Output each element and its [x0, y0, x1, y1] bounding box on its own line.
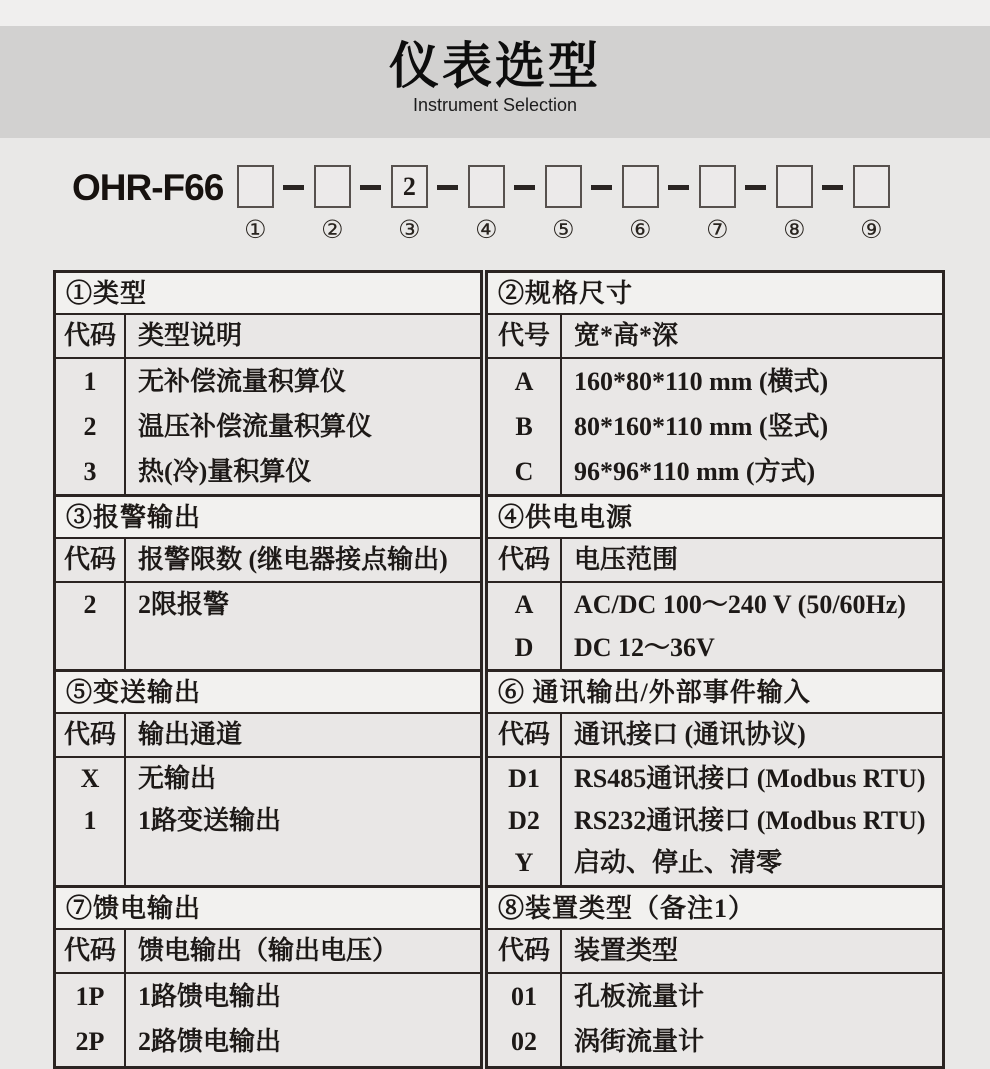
- section-header-row: [488, 930, 942, 974]
- position-digit-5: ⑤: [552, 215, 575, 244]
- code-value: 02: [511, 1027, 537, 1056]
- model-slot-6: [620, 165, 660, 244]
- section-header-row: [488, 714, 942, 758]
- section-body: [56, 583, 480, 669]
- section-power-supply: [488, 494, 942, 669]
- position-digit-9: ⑨: [860, 215, 883, 244]
- code-value: B: [515, 412, 533, 441]
- code-value: 3: [83, 457, 97, 486]
- column-header-desc: 装置类型: [574, 936, 679, 965]
- code-box-5: [545, 165, 582, 208]
- dash-separator: [591, 185, 612, 190]
- code-value: X: [80, 764, 100, 793]
- desc-value: 96*96*110 mm (方式): [574, 457, 816, 486]
- column-header-code: 代码: [56, 714, 126, 756]
- desc-value: 无补偿流量积算仪: [138, 367, 347, 396]
- column-header-code: 代码: [488, 539, 562, 581]
- section-dimensions: [488, 273, 942, 494]
- section-title: ⑧装置类型（备注1）: [488, 888, 942, 930]
- desc-value: DC 12～36V: [574, 633, 715, 662]
- column-header-desc: 通讯接口 (通讯协议): [574, 720, 806, 749]
- desc-value: 2路馈电输出: [138, 1027, 282, 1056]
- position-digit-3: ③: [398, 215, 421, 244]
- model-code-row: [72, 165, 990, 251]
- column-header-code: 代码: [488, 714, 562, 756]
- section-body: [488, 583, 942, 669]
- code-value: D2: [508, 806, 540, 835]
- desc-value: AC/DC 100～240 V (50/60Hz): [574, 590, 906, 619]
- code-value: 01: [511, 982, 537, 1011]
- code-value: 1P: [75, 982, 105, 1011]
- column-header-code: 代号: [488, 315, 562, 357]
- section-communication: [488, 669, 942, 885]
- section-device-type: [488, 885, 942, 1066]
- dash-separator: [668, 185, 689, 190]
- dash-separator: [360, 185, 381, 190]
- position-digit-1: ①: [244, 215, 267, 244]
- desc-value: 1路馈电输出: [138, 982, 282, 1011]
- desc-value: 温压补偿流量积算仪: [138, 412, 373, 441]
- column-header-desc: 类型说明: [138, 321, 243, 350]
- code-box-4: [468, 165, 505, 208]
- desc-value: 涡街流量计: [574, 1027, 705, 1056]
- desc-value: 1路变送输出: [138, 806, 282, 835]
- desc-value: 160*80*110 mm (横式): [574, 367, 829, 396]
- column-header-desc: 馈电输出（输出电压）: [138, 936, 399, 965]
- model-prefix: OHR-F66: [72, 167, 224, 208]
- page-subtitle: Instrument Selection: [412, 95, 578, 115]
- section-title: ①类型: [56, 273, 480, 315]
- model-slot-5: [543, 165, 583, 244]
- desc-value: 孔板流量计: [574, 982, 705, 1011]
- code-box-8: [776, 165, 813, 208]
- code-box-2: [314, 165, 351, 208]
- position-digit-2: ②: [321, 215, 344, 244]
- section-body: [56, 974, 480, 1066]
- code-value: 2: [83, 590, 97, 619]
- section-body: [488, 974, 942, 1066]
- section-body: [488, 359, 942, 494]
- dash-separator: [745, 185, 766, 190]
- section-title: ④供电电源: [488, 497, 942, 539]
- code-box-9: [853, 165, 890, 208]
- model-slot-8: [774, 165, 814, 244]
- model-slot-1: [235, 165, 275, 244]
- title-band: [0, 26, 990, 138]
- section-type: [56, 273, 480, 494]
- model-slot-7: [697, 165, 737, 244]
- section-body: [488, 758, 942, 885]
- desc-value: 2限报警: [138, 590, 230, 619]
- code-box-7: [699, 165, 736, 208]
- model-slot-3: [389, 165, 429, 244]
- section-title: ⑤变送输出: [56, 672, 480, 714]
- code-box-6: [622, 165, 659, 208]
- column-header-code: 代码: [56, 930, 126, 972]
- column-header-desc: 输出通道: [138, 720, 243, 749]
- model-slot-2: [312, 165, 352, 244]
- model-slot-4: [466, 165, 506, 244]
- dash-separator: [514, 185, 535, 190]
- column-header-desc: 报警限数 (继电器接点输出): [138, 545, 448, 574]
- section-title: ⑦馈电输出: [56, 888, 480, 930]
- selection-table: [53, 270, 990, 1069]
- code-value: Y: [514, 848, 534, 877]
- selection-table-left: [53, 270, 483, 1069]
- column-header-code: 代码: [488, 930, 562, 972]
- code-value: A: [514, 367, 534, 396]
- section-title: ⑥ 通讯输出/外部事件输入: [488, 672, 942, 714]
- section-header-row: [488, 539, 942, 583]
- section-title: ③报警输出: [56, 497, 480, 539]
- desc-value: RS485通讯接口 (Modbus RTU): [574, 764, 926, 793]
- dash-separator: [822, 185, 843, 190]
- dash-separator: [283, 185, 304, 190]
- desc-value: 80*160*110 mm (竖式): [574, 412, 829, 441]
- code-value: C: [514, 457, 534, 486]
- code-value: D: [514, 633, 534, 662]
- position-digit-4: ④: [475, 215, 498, 244]
- section-header-row: [56, 714, 480, 758]
- top-margin-strip: [0, 0, 990, 26]
- page-title: 仪表选型: [389, 38, 601, 94]
- desc-value: 无输出: [138, 764, 217, 793]
- section-feed-power-output: [56, 885, 480, 1066]
- code-box-1: [237, 165, 274, 208]
- code-value: 2P: [75, 1027, 105, 1056]
- column-header-code: 代码: [56, 539, 126, 581]
- desc-value: 热(冷)量积算仪: [138, 457, 312, 486]
- section-header-row: [56, 539, 480, 583]
- dash-separator: [437, 185, 458, 190]
- section-title: ②规格尺寸: [488, 273, 942, 315]
- section-header-row: [488, 315, 942, 359]
- position-digit-7: ⑦: [706, 215, 729, 244]
- code-value: 1: [83, 367, 97, 396]
- model-slot-9: [851, 165, 891, 244]
- section-header-row: [56, 930, 480, 974]
- code-value: D1: [508, 764, 540, 793]
- code-value: 2: [83, 412, 97, 441]
- section-header-row: [56, 315, 480, 359]
- column-header-code: 代码: [56, 315, 126, 357]
- column-header-desc: 宽*高*深: [574, 321, 679, 350]
- desc-value: RS232通讯接口 (Modbus RTU): [574, 806, 926, 835]
- desc-value: 启动、停止、清零: [574, 848, 783, 877]
- section-transmit-output: [56, 669, 480, 885]
- section-alarm-output: [56, 494, 480, 669]
- code-box-3: 2: [391, 165, 428, 208]
- code-value: A: [514, 590, 534, 619]
- selection-table-right: [485, 270, 945, 1069]
- column-header-desc: 电压范围: [574, 545, 679, 574]
- section-body: [56, 359, 480, 494]
- section-body: [56, 758, 480, 885]
- position-digit-6: ⑥: [629, 215, 652, 244]
- code-value: 1: [83, 806, 97, 835]
- position-digit-8: ⑧: [783, 215, 806, 244]
